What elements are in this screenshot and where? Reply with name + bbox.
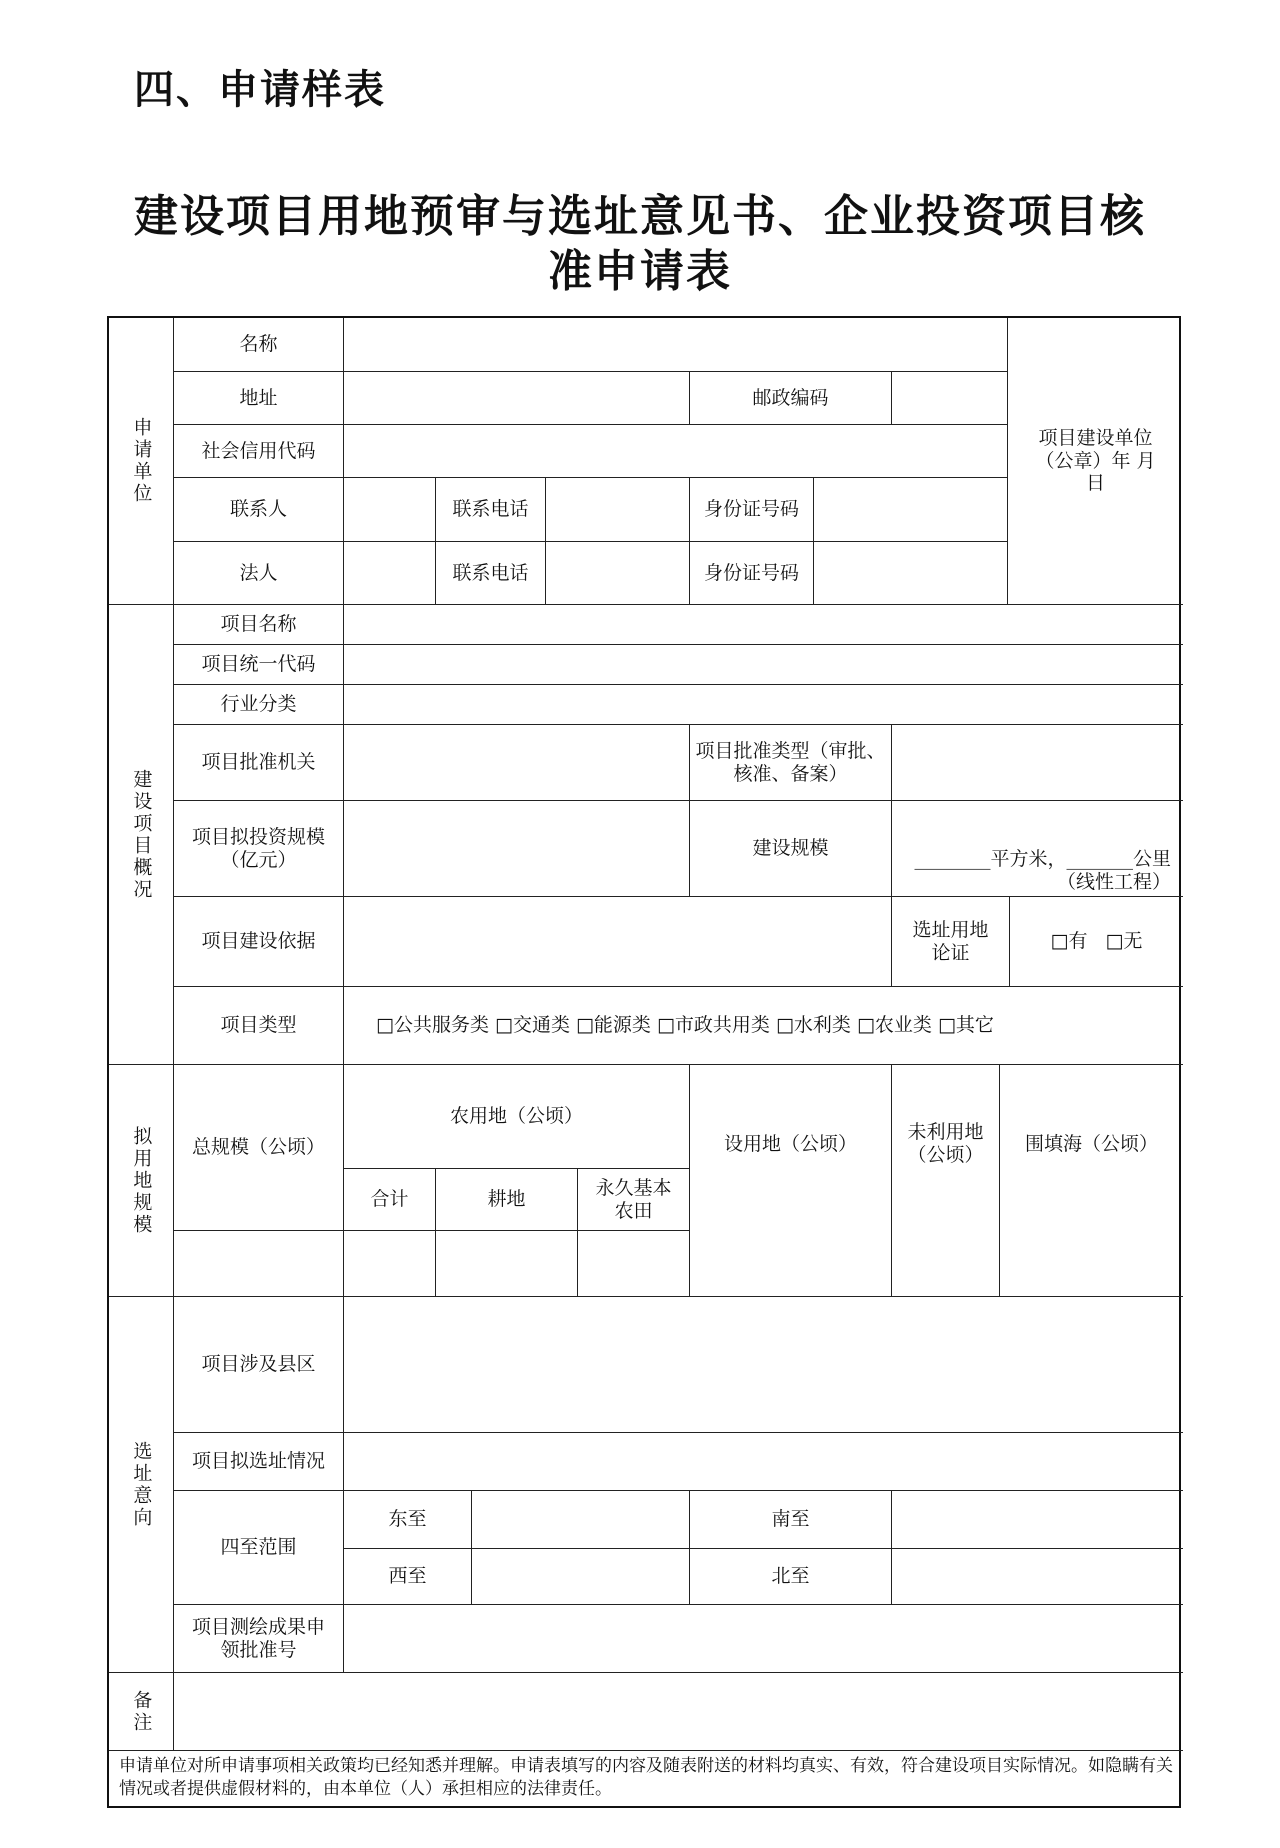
scale-field[interactable] — [891, 800, 1183, 896]
legal-phone-field[interactable] — [545, 541, 689, 604]
agri-land-label: 农用地（公顷） — [343, 1064, 689, 1168]
south-label: 南至 — [689, 1490, 891, 1548]
approval-type-label: 项目批准类型（审批、核准、备案） — [689, 724, 891, 800]
east-field[interactable] — [471, 1490, 689, 1548]
site-demo-choice — [1009, 896, 1183, 986]
none-checkbox[interactable]: □无 — [1105, 930, 1143, 953]
project-name-field[interactable] — [343, 604, 1183, 644]
north-field[interactable] — [891, 1548, 1183, 1604]
approval-org-field[interactable] — [343, 724, 689, 800]
form-table — [107, 316, 1181, 1808]
project-code-label: 项目统一代码 — [173, 644, 343, 684]
applicant-address-field[interactable] — [343, 371, 689, 424]
basis-label: 项目建设依据 — [173, 896, 343, 986]
east-label: 东至 — [343, 1490, 471, 1548]
project-type-label: 项目类型 — [173, 986, 343, 1064]
bounds-label: 四至范围 — [173, 1490, 343, 1604]
scale-fill-text: ________平方米，_______公里 — [914, 848, 1171, 871]
basic-farmland-field[interactable] — [577, 1230, 689, 1296]
approval-type-field[interactable] — [891, 724, 1183, 800]
contact-label: 联系人 — [173, 477, 343, 541]
seal-area: 项目建设单位（公章）年 月 日 — [1007, 318, 1183, 604]
basic-farmland-label: 永久基本农田 — [577, 1168, 689, 1230]
site-demo-label: 选址用地论证 — [891, 896, 1009, 986]
site-section-label: 选址意向 — [109, 1296, 173, 1672]
credit-code-label: 社会信用代码 — [173, 424, 343, 477]
contact-id-field[interactable] — [813, 477, 1007, 541]
industry-label: 行业分类 — [173, 684, 343, 724]
contact-field[interactable] — [343, 477, 435, 541]
west-field[interactable] — [471, 1548, 689, 1604]
section-heading: 四、申请样表 — [134, 67, 386, 113]
counties-label: 项目涉及县区 — [173, 1296, 343, 1432]
survey-label: 项目测绘成果申领批准号 — [173, 1604, 343, 1672]
remarks-label: 备注 — [109, 1672, 173, 1750]
proposed-site-field[interactable] — [343, 1432, 1183, 1490]
south-field[interactable] — [891, 1490, 1183, 1548]
arable-label: 耕地 — [435, 1168, 577, 1230]
total-scale-field[interactable] — [173, 1230, 343, 1296]
basis-field[interactable] — [343, 896, 891, 986]
legal-label: 法人 — [173, 541, 343, 604]
proposed-site-label: 项目拟选址情况 — [173, 1432, 343, 1490]
project-code-field[interactable] — [343, 644, 1183, 684]
postcode-label: 邮政编码 — [689, 371, 891, 424]
has-checkbox[interactable]: □有 — [1050, 930, 1088, 953]
total-scale-label: 总规模（公顷） — [173, 1064, 343, 1230]
land-section-label: 拟用地规模 — [109, 1064, 173, 1296]
scale-fill-note: （线性工程） — [1056, 871, 1171, 894]
project-name-label: 项目名称 — [173, 604, 343, 644]
legal-field[interactable] — [343, 541, 435, 604]
approval-org-label: 项目批准机关 — [173, 724, 343, 800]
form-title-line1: 建设项目用地预审与选址意见书、企业投资项目核 — [134, 191, 1146, 242]
form-title-line2: 准申请表 — [548, 246, 732, 297]
north-label: 北至 — [689, 1548, 891, 1604]
survey-field[interactable] — [343, 1604, 1183, 1672]
agri-sum-label: 合计 — [343, 1168, 435, 1230]
unused-land-label: 未利用地（公顷） — [891, 1064, 999, 1296]
industry-field[interactable] — [343, 684, 1183, 724]
investment-label: 项目拟投资规模（亿元） — [173, 800, 343, 896]
construction-land-label: 设用地（公顷） — [689, 1064, 891, 1296]
contact-phone-field[interactable] — [545, 477, 689, 541]
postcode-field[interactable] — [891, 371, 1007, 424]
legal-phone-label: 联系电话 — [435, 541, 545, 604]
credit-code-field[interactable] — [343, 424, 1007, 477]
applicant-name-field[interactable] — [343, 318, 1007, 371]
applicant-address-label: 地址 — [173, 371, 343, 424]
overview-section-label: 建设项目概况 — [109, 604, 173, 1064]
declaration-text: 申请单位对所申请事项相关政策均已经知悉并理解。申请表填写的内容及随表附送的材料均真实、有效，符合建设项目实际情况。如隐瞒有关情况或者提供虚假材料的，由本单位（人）承担相应的法律责任。 — [109, 1750, 1183, 1810]
agri-sum-field[interactable] — [343, 1230, 435, 1296]
legal-id-label: 身份证号码 — [689, 541, 813, 604]
scale-label: 建设规模 — [689, 800, 891, 896]
west-label: 西至 — [343, 1548, 471, 1604]
legal-id-field[interactable] — [813, 541, 1007, 604]
contact-id-label: 身份证号码 — [689, 477, 813, 541]
remarks-field[interactable] — [173, 1672, 1183, 1750]
contact-phone-label: 联系电话 — [435, 477, 545, 541]
applicant-name-label: 名称 — [173, 318, 343, 371]
investment-field[interactable] — [343, 800, 689, 896]
applicant-section-label: 申请单位 — [130, 417, 153, 505]
sea-reclamation-label: 围填海（公顷） — [999, 1064, 1183, 1296]
counties-field[interactable] — [343, 1296, 1183, 1432]
arable-field[interactable] — [435, 1230, 577, 1296]
project-type-options[interactable]: □公共服务类 □交通类 □能源类 □市政共用类 □水利类 □农业类 □其它 — [343, 986, 1183, 1064]
